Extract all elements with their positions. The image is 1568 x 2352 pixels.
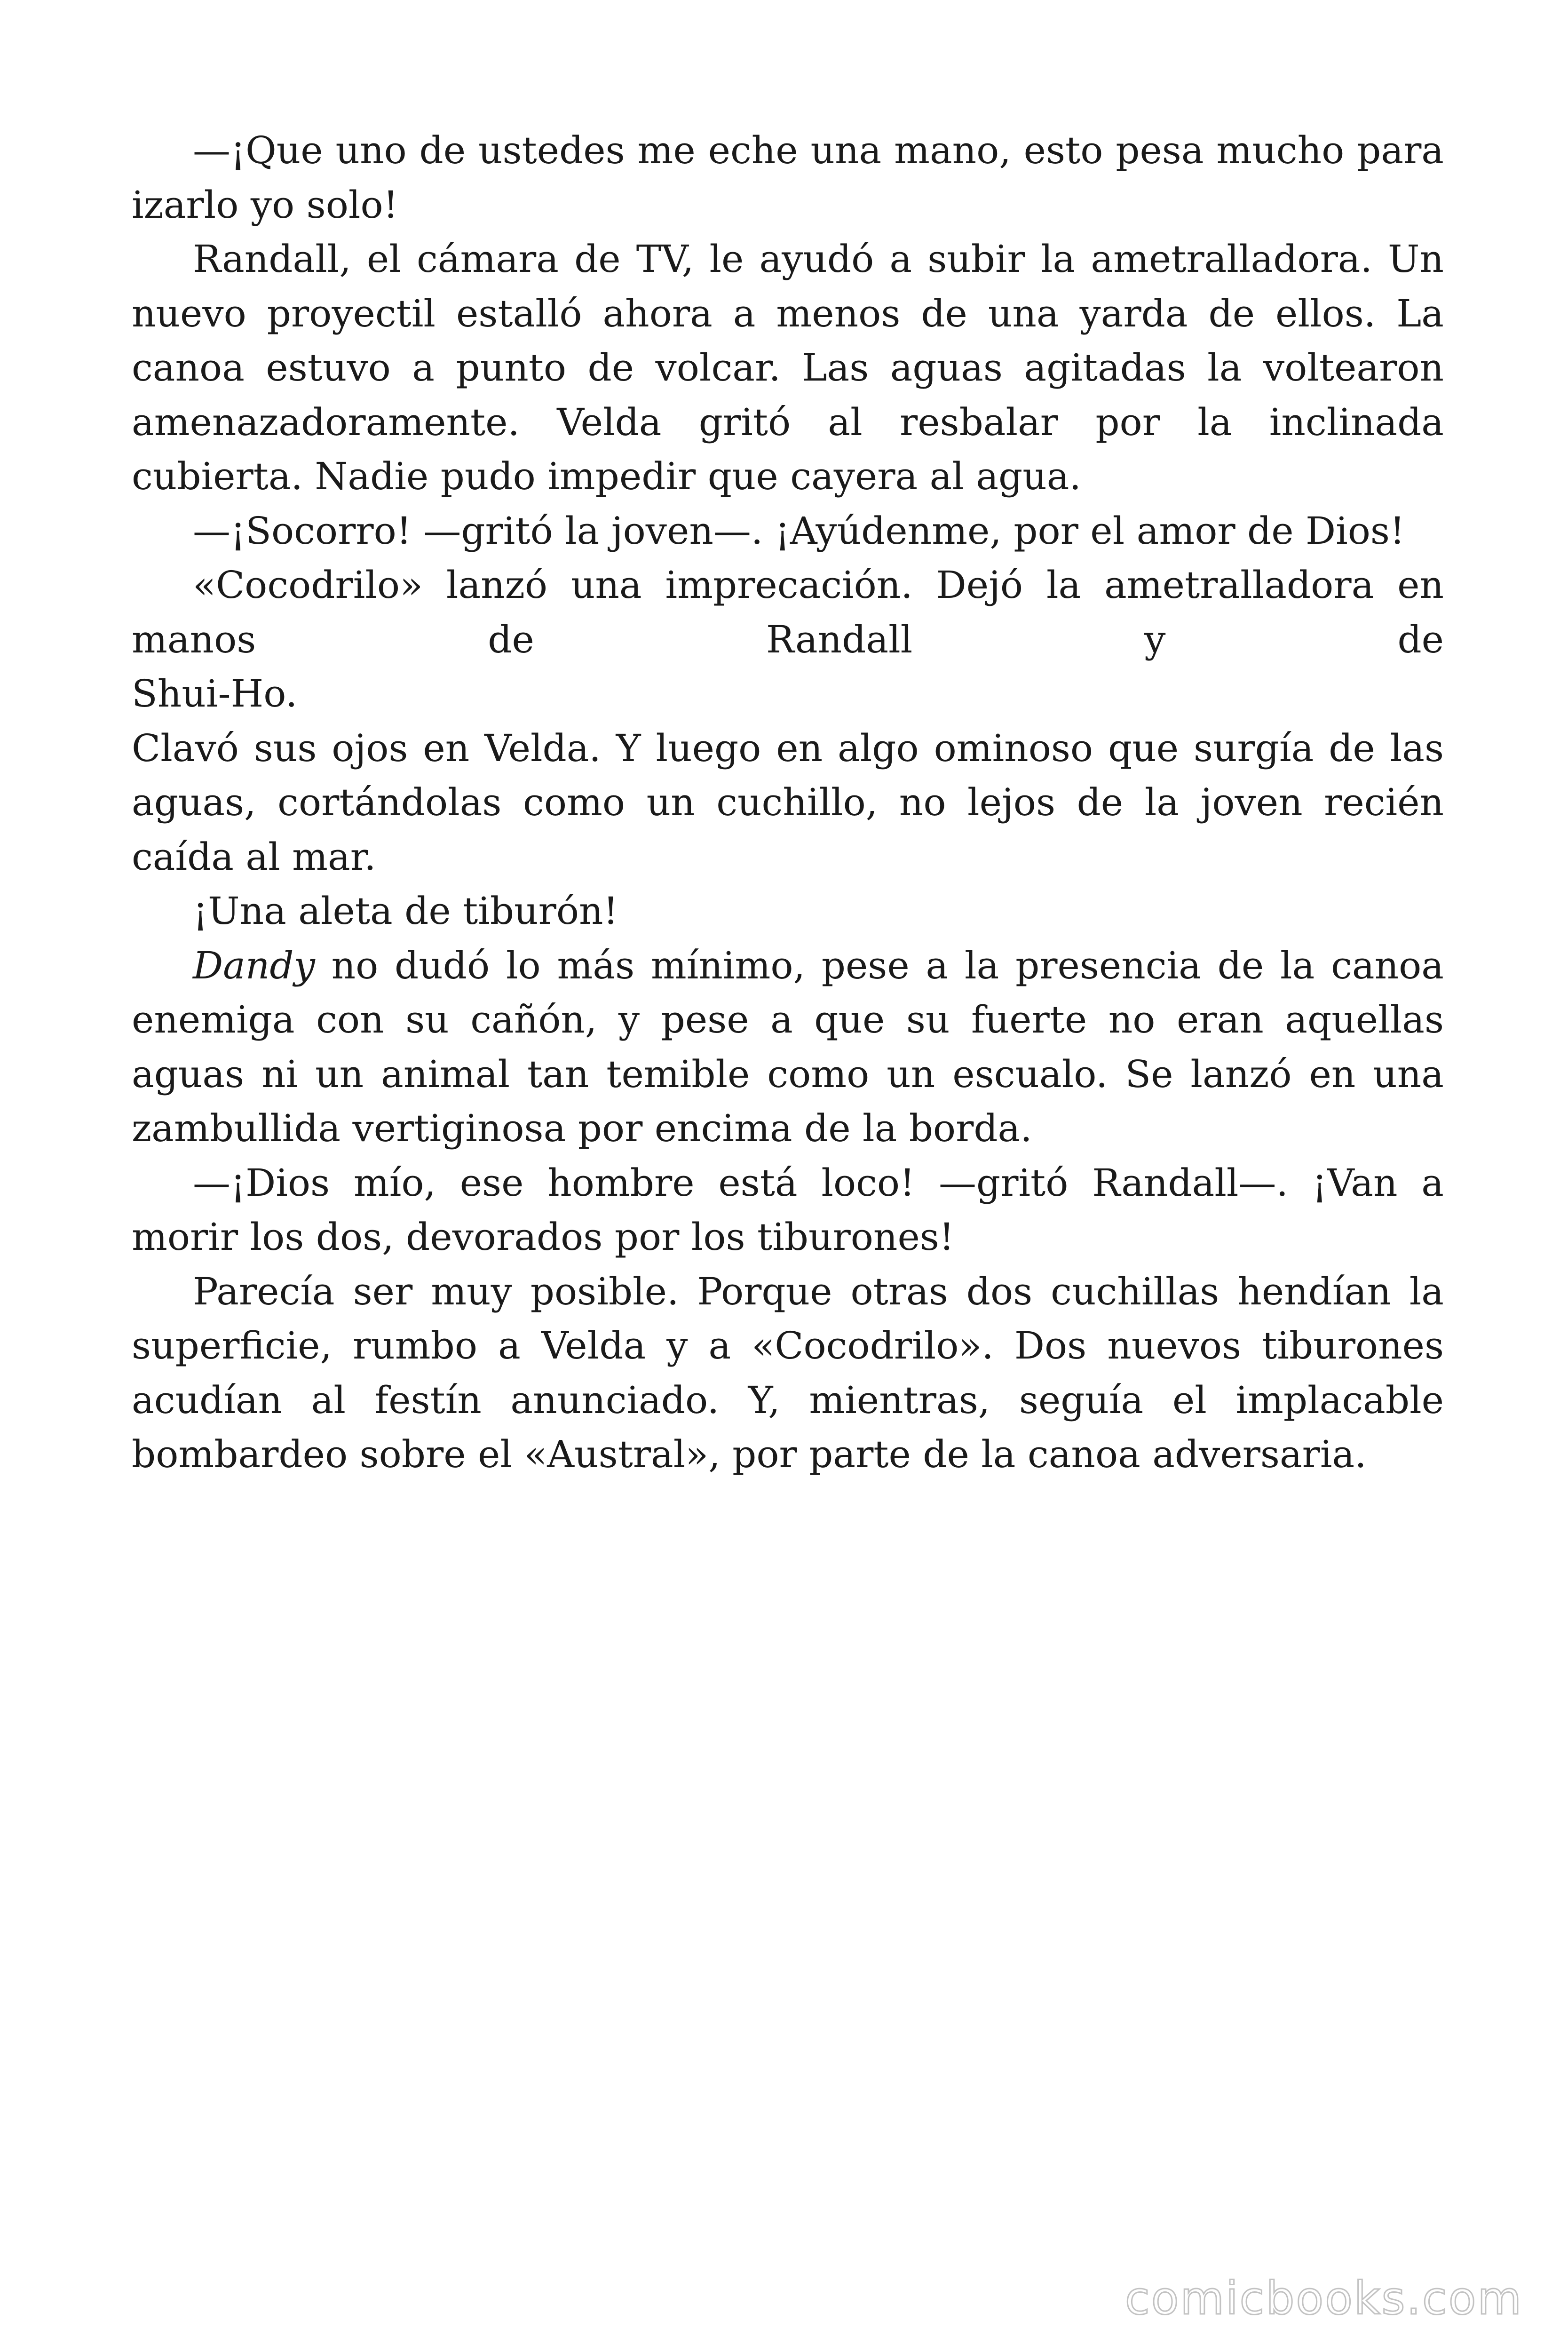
italic-name: Dandy [193, 943, 315, 987]
body-text [132, 123, 1444, 1482]
watermark: comicbooks.com [1125, 2272, 1523, 2325]
paragraph: ¡Una aleta de tiburón! [193, 889, 618, 933]
paragraph: Randall, el cámara de TV, le ayudó a subir la ametralladora. Un nuevo proyectil estalló ahora a menos de una yarda de ellos. La canoa estuvo a punto de volcar. Las aguas agitadas la voltearon amenazadoramente. Velda gritó al resbalar por la inclinada cubierta. Nadie pudo impedir que cayera al agua. [132, 237, 1444, 498]
paragraph: —¡Socorro! —gritó la joven—. ¡Ayúdenme, por el amor de Dios! [193, 509, 1405, 553]
paragraph [132, 938, 1444, 1156]
paragraph: Shui-Ho. [132, 672, 298, 715]
paragraph: Parecía ser muy posible. Porque otras dos cuchillas hendían la superficie, rumbo a Velda y a «Cocodrilo». Dos nuevos tiburones acudían al festín anunciado. Y, mientras, seguía el implacable bombardeo sobre el «Austral», por parte de la canoa adversaria. [132, 1269, 1444, 1476]
paragraph: —¡Dios mío, ese hombre está loco! —gritó Randall—. ¡Van a morir los dos, devorados por los tiburones! [132, 1160, 1444, 1259]
paragraph: —¡Que uno de ustedes me eche una mano, esto pesa mucho para izarlo yo solo! [132, 128, 1444, 227]
paragraph: «Cocodrilo» lanzó una imprecación. Dejó la ametralladora en manos de Randall y de [132, 563, 1444, 661]
paragraph-text: no dudó lo más mínimo, pese a la presencia de la canoa enemiga con su cañón, y pese a que su fuerte no eran aquellas aguas ni un animal tan temible como un escualo. Se lanzó en una zambullida vertiginosa por encima de la borda. [132, 943, 1444, 1150]
paragraph: Clavó sus ojos en Velda. Y luego en algo ominoso que surgía de las aguas, cortándolas como un cuchillo, no lejos de la joven recién caída al mar. [132, 726, 1444, 879]
